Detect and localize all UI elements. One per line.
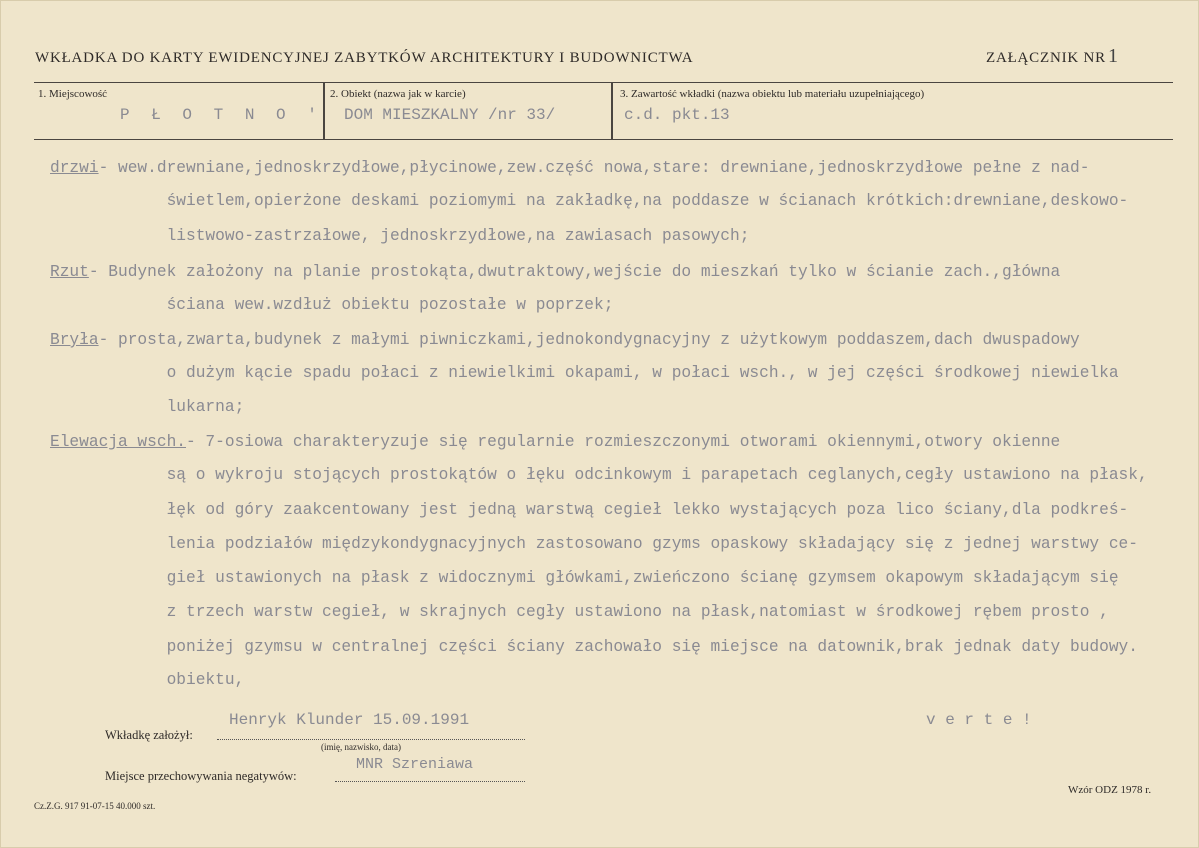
section-key: drzwi bbox=[50, 159, 99, 177]
body-line: lenia podziałów międzykondygnacyjnych zastosowano gzyms opaskowy składający się z jednej warstwy ce- bbox=[50, 535, 1138, 553]
body-line: o dużym kącie spadu połaci z niewielkimi okapami, w połaci wsch., w jej części środkowej niewielka bbox=[50, 364, 1119, 382]
body-line: lukarna; bbox=[50, 398, 245, 416]
body-line: Elewacja wsch.- 7-osiowa charakteryzuje się regularnie rozmieszczonymi otworami okiennymi,otwory okienne bbox=[50, 433, 1061, 451]
body-line: ściana wew.wzdłuż obiektu pozostałe w poprzek; bbox=[50, 296, 614, 314]
attachment-number: 1 bbox=[1108, 45, 1118, 67]
verte-note: v e r t e ! bbox=[926, 711, 1032, 729]
field-label-content: 3. Zawartość wkładki (nazwa obiektu lub materiału uzupełniającego) bbox=[620, 88, 925, 100]
storage-value: MNR Szreniawa bbox=[356, 756, 474, 773]
body-line: listwowo-zastrzałowe, jednoskrzydłowe,na zawiasach pasowych; bbox=[50, 227, 750, 245]
body-line: łęk od góry zaakcentowany jest jedną warstwą cegieł lekko wystających poza lico ściany,dla podkreś- bbox=[50, 501, 1129, 519]
field-divider bbox=[323, 83, 325, 139]
field-label-object: 2. Obiekt (nazwa jak w karcie) bbox=[330, 88, 466, 100]
field-divider bbox=[611, 83, 613, 139]
section-key: Elewacja wsch. bbox=[50, 433, 186, 451]
section-key: Rzut bbox=[50, 263, 89, 281]
fields-row bbox=[34, 82, 1173, 140]
body-line: poniżej gzymsu w centralnej części ściany zachowało się miejsce na datownik,brak jednak daty budowy. bbox=[50, 638, 1138, 656]
field-label-locality: 1. Miejscowość bbox=[38, 88, 108, 100]
body-line: są o wykroju stojących prostokątów o łęku odcinkowym i parapetach ceglanych,cegły ustawiono na płask, bbox=[50, 466, 1148, 484]
field-value-locality: P Ł O T N O ' bbox=[120, 106, 323, 124]
body-line: obiektu, bbox=[50, 671, 245, 689]
founder-label: Wkładkę założył: bbox=[105, 728, 193, 742]
field-value-object: DOM MIESZKALNY /nr 33/ bbox=[344, 106, 556, 124]
section-key: Bryła bbox=[50, 331, 99, 349]
card-title: WKŁADKA DO KARTY EWIDENCYJNEJ ZABYTKÓW ARCHITEKTURY I BUDOWNICTWA bbox=[35, 50, 694, 66]
founder-caption: (imię, nazwisko, data) bbox=[321, 742, 401, 752]
body-line: gieł ustawionych na płask z widocznymi główkami,zwieńczono ścianę gzymsem okapowym składającym się bbox=[50, 569, 1119, 587]
print-info: Cz.Z.G. 917 91-07-15 40.000 szt. bbox=[34, 801, 156, 811]
storage-label: Miejsce przechowywania negatywów: bbox=[105, 769, 297, 783]
body-line: świetlem,opierżone deskami poziomymi na zakładkę,na poddasze w ścianach krótkich:drewniane,deskowo- bbox=[50, 192, 1129, 210]
founder-value: Henryk Klunder 15.09.1991 bbox=[229, 711, 470, 729]
founder-line bbox=[217, 739, 525, 740]
field-value-content: c.d. pkt.13 bbox=[624, 106, 730, 124]
body-line: z trzech warstw cegieł, w skrajnych cegły ustawiono na płask,natomiast w środkowej rębem prosto , bbox=[50, 603, 1109, 621]
form-pattern: Wzór ODZ 1978 r. bbox=[1068, 784, 1152, 796]
attachment-label: ZAŁĄCZNIK NR bbox=[985, 50, 1106, 66]
body-line: drzwi- wew.drewniane,jednoskrzydłowe,płycinowe,zew.część nowa,stare: drewniane,jednoskrzydłowe pełne z nad- bbox=[50, 159, 1090, 177]
storage-line bbox=[335, 781, 525, 782]
body-line: Rzut- Budynek założony na planie prostokąta,dwutraktowy,wejście do mieszkań tylko w ścianie zach.,główna bbox=[50, 263, 1061, 281]
body-line: Bryła- prosta,zwarta,budynek z małymi piwniczkami,jednokondygnacyjny z użytkowym poddaszem,dach dwuspadowy bbox=[50, 331, 1080, 349]
